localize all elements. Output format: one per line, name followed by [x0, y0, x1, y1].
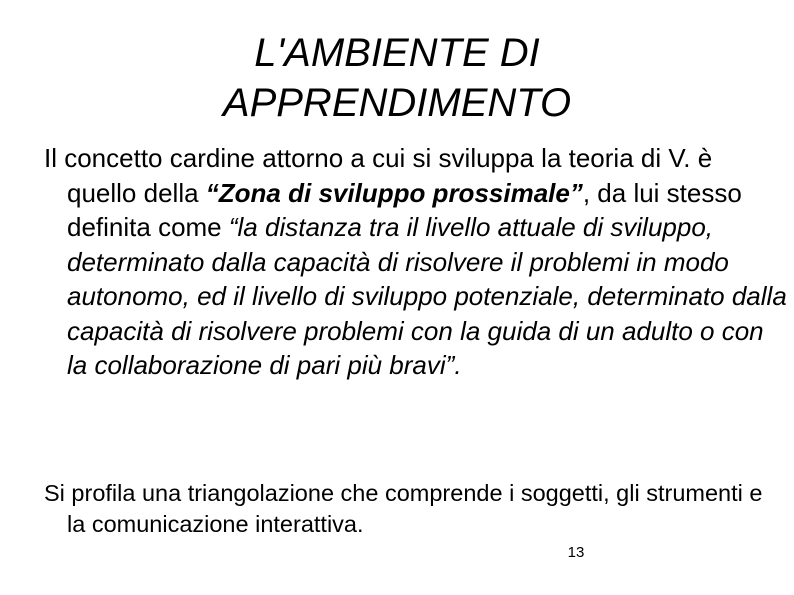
zone-term: “Zona di sviluppo prossimale” — [205, 177, 583, 208]
page-number: 13 — [567, 544, 585, 561]
paragraph-connector-text: , da lui stesso definita come — [67, 177, 742, 242]
slide-title-line-1: L'AMBIENTE DI — [254, 31, 540, 75]
slide-title-line-2: APPRENDIMENTO — [222, 81, 572, 125]
paragraph-intro-text: Il concetto cardine attorno a cui si sviluppa la teoria di V. è quello della — [44, 143, 713, 208]
slide-title — [0, 28, 794, 128]
definition-quote: “la distanza tra il livello attuale di sviluppo, determinato dalla capacità di risolvere il problemi in modo autonomo, ed il livello di sviluppo potenziale, determinato dalla capacità di risolvere problemi con la guida di un adulto o con la collaborazione di pari più bravi”. — [67, 212, 787, 380]
definition-paragraph — [44, 141, 787, 383]
triangulation-paragraph: Si profila una triangolazione che comprende i soggetti, gli strumenti e la comunicazione interattiva. — [44, 480, 763, 537]
